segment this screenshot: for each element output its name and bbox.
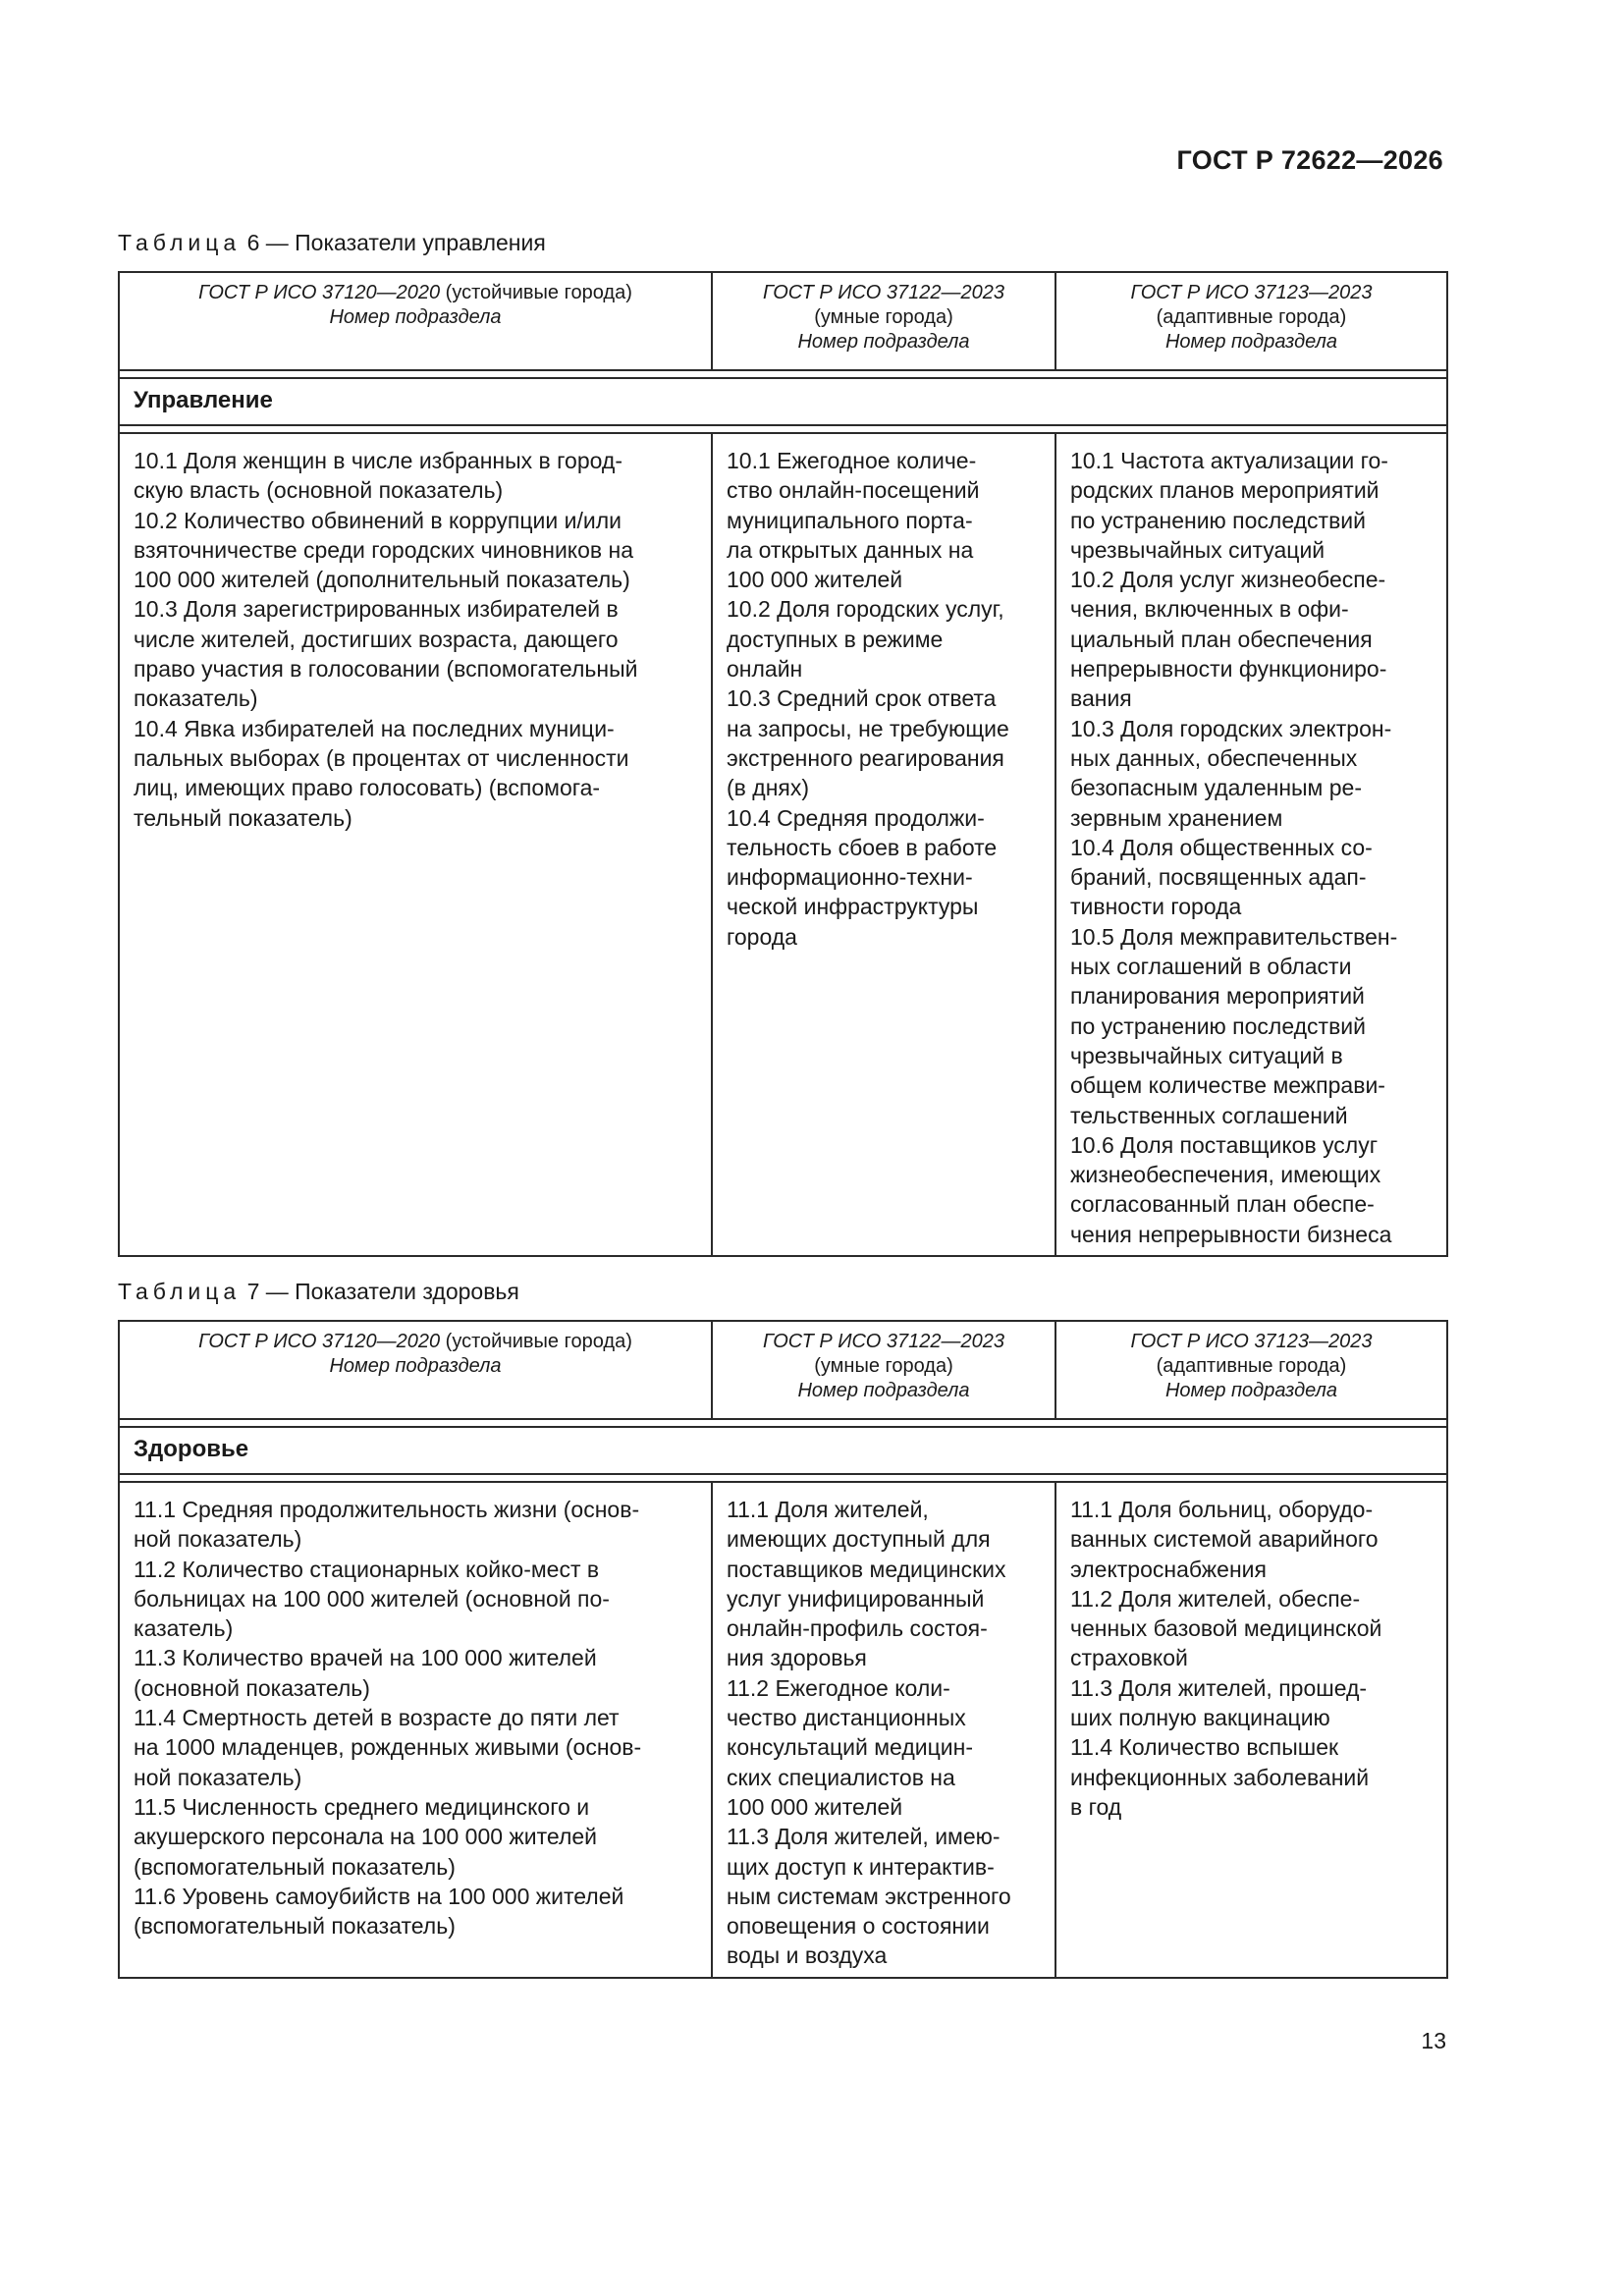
cell-line: 11.2 Доля жителей, обеспе- <box>1070 1585 1361 1612</box>
cell-line: имеющих доступный для <box>727 1526 991 1553</box>
table-caption <box>118 1279 519 1305</box>
table-body-row <box>119 1482 1447 1978</box>
column-note: (устойчивые города) <box>445 1331 632 1352</box>
column-subtitle: Номер подраздела <box>797 331 970 353</box>
cell-line: 10.6 Доля поставщиков услуг <box>1070 1131 1379 1158</box>
cell-line: в год <box>1070 1793 1122 1820</box>
cell-line: чрезвычайных ситуаций в <box>1070 1042 1343 1068</box>
cell-line: планирования мероприятий <box>1070 983 1365 1010</box>
column-header <box>1055 272 1447 370</box>
header-spacer-row <box>119 1419 1447 1427</box>
cell-line: муниципального порта- <box>727 507 973 533</box>
cell-line: на 1000 младенцев, рожденных живыми (основ- <box>134 1734 642 1761</box>
cell-line: 11.3 Доля жителей, прошед- <box>1070 1674 1368 1701</box>
cell-line: 11.3 Количество врачей на 100 000 жителей <box>134 1645 597 1671</box>
cell-line: 11.1 Доля больниц, оборудо- <box>1070 1497 1374 1522</box>
column-subtitle: Номер подраздела <box>1164 1380 1338 1401</box>
cell-line: вания <box>1070 685 1132 712</box>
cell-line: пальных выборах (в процентах от численности <box>134 744 629 771</box>
cell-line: (вспомогательный показатель) <box>134 1853 456 1880</box>
cell-line: 11.4 Количество вспышек <box>1070 1734 1339 1761</box>
cell-line: (основной показатель) <box>134 1674 370 1701</box>
cell-line: города <box>727 923 797 950</box>
table-caption <box>118 230 546 256</box>
cell-line: экстренного реагирования <box>727 744 1004 771</box>
cell-line: больницах на 100 000 жителей (основной по- <box>134 1585 610 1612</box>
cell-line: 100 000 жителей <box>727 1793 903 1820</box>
table-health <box>118 1320 1448 1979</box>
cell-line: ных соглашений в области <box>1070 954 1352 980</box>
cell-line: 10.1 Доля женщин в числе избранных в город- <box>134 448 622 473</box>
cell-line: чество дистанционных <box>727 1705 966 1731</box>
cell-line: показатель) <box>134 685 258 712</box>
cell-line: ной показатель) <box>134 1764 302 1790</box>
section-title: Управление <box>119 378 1447 425</box>
column-header <box>712 1321 1055 1419</box>
cell-line: онлайн-профиль состоя- <box>727 1615 988 1642</box>
cell-line: безопасным удаленным ре- <box>1070 775 1363 801</box>
cell-line: право участия в голосовании (вспомогательный <box>134 656 638 683</box>
table-caption-label: Таблица <box>118 230 242 255</box>
cell-line: 10.1 Ежегодное количе- <box>727 448 977 473</box>
cell-line: казатель) <box>134 1615 234 1642</box>
cell-line: по устранению последствий <box>1070 507 1366 533</box>
table-cell <box>712 433 1055 1256</box>
cell-line: 10.4 Явка избирателей на последних муници- <box>134 715 615 741</box>
cell-line: ванных системой аварийного <box>1070 1526 1379 1553</box>
table-header-row <box>119 272 1447 370</box>
cell-line: 11.2 Количество стационарных койко-мест в <box>134 1556 600 1582</box>
column-standard: ГОСТ Р ИСО 37123—2023 <box>1130 282 1373 303</box>
column-note: (умные города) <box>814 1355 953 1377</box>
section-spacer-row <box>119 1474 1447 1482</box>
cell-line: ство онлайн-посещений <box>727 477 980 504</box>
column-standard: ГОСТ Р ИСО 37123—2023 <box>1130 1331 1373 1352</box>
cell-line: 11.2 Ежегодное коли- <box>727 1674 950 1701</box>
table-cell <box>1055 433 1447 1256</box>
cell-line: ла открытых данных на <box>727 536 974 563</box>
cell-line: страховкой <box>1070 1645 1188 1671</box>
cell-line: браний, посвященных адап- <box>1070 864 1367 891</box>
cell-line: 10.5 Доля межправительствен- <box>1070 923 1398 950</box>
cell-line: ших полную вакцинацию <box>1070 1705 1330 1731</box>
cell-line: щих доступ к интерактив- <box>727 1853 995 1880</box>
cell-line: 10.3 Доля зарегистрированных избирателей в <box>134 596 619 623</box>
cell-line: 10.3 Средний срок ответа <box>727 685 997 712</box>
column-header <box>119 272 712 370</box>
cell-line: ных данных, обеспеченных <box>1070 744 1358 771</box>
cell-line: скую власть (основной показатель) <box>134 477 504 504</box>
table-body-row <box>119 433 1447 1256</box>
cell-line: 10.2 Доля городских услуг, <box>727 596 1004 623</box>
cell-line: тельный показатель) <box>134 804 352 831</box>
cell-line: на запросы, не требующие <box>727 715 1009 741</box>
cell-line: ния здоровья <box>727 1645 867 1671</box>
column-note: (устойчивые города) <box>445 282 632 303</box>
cell-line: 100 000 жителей (дополнительный показатель) <box>134 567 630 593</box>
column-note: (адаптивные города) <box>1156 1355 1347 1377</box>
cell-line: 10.4 Доля общественных со- <box>1070 834 1373 860</box>
cell-line: согласованный план обеспе- <box>1070 1191 1375 1218</box>
cell-line: родских планов мероприятий <box>1070 477 1380 504</box>
cell-line: лиц, имеющих право голосовать) (вспомога- <box>134 775 601 801</box>
cell-line: 11.1 Средняя продолжительность жизни (основ- <box>134 1497 640 1522</box>
cell-line: чения, включенных в офи- <box>1070 596 1349 623</box>
cell-line: зервным хранением <box>1070 804 1283 831</box>
cell-line: доступных в режиме <box>727 626 944 652</box>
cell-line: воды и воздуха <box>727 1942 888 1969</box>
table-cell <box>119 1482 712 1978</box>
cell-line: тельственных соглашений <box>1070 1102 1348 1128</box>
cell-line: 11.6 Уровень самоубийств на 100 000 жителей <box>134 1883 624 1909</box>
page-number: 13 <box>1421 2028 1446 2053</box>
cell-line: онлайн <box>727 656 803 683</box>
cell-line: тивности города <box>1070 894 1242 920</box>
section-row <box>119 378 1447 425</box>
cell-line: общем количестве межправи- <box>1070 1072 1385 1099</box>
cell-line: электроснабжения <box>1070 1556 1267 1582</box>
cell-line: 100 000 жителей <box>727 567 903 593</box>
column-subtitle: Номер подраздела <box>1164 331 1338 353</box>
cell-line: по устранению последствий <box>1070 1012 1366 1039</box>
cell-line: акушерского персонала на 100 000 жителей <box>134 1824 598 1850</box>
table-governance <box>118 271 1448 1257</box>
column-header <box>1055 1321 1447 1419</box>
cell-line: поставщиков медицинских <box>727 1556 1006 1582</box>
cell-line: 10.3 Доля городских электрон- <box>1070 715 1392 741</box>
table-caption-text: 7 — Показатели здоровья <box>246 1279 519 1304</box>
cell-line: ченных базовой медицинской <box>1070 1615 1382 1642</box>
table-caption-label: Таблица <box>118 1279 242 1304</box>
table-caption-text: 6 — Показатели управления <box>246 230 546 255</box>
cell-line: консультаций медицин- <box>727 1734 973 1761</box>
column-subtitle: Номер подраздела <box>797 1380 970 1401</box>
cell-line: ских специалистов на <box>727 1764 955 1790</box>
cell-line: взяточничестве среди городских чиновников на <box>134 536 634 563</box>
table-cell <box>712 1482 1055 1978</box>
cell-line: (в днях) <box>727 775 810 801</box>
cell-line: циальный план обеспечения <box>1070 626 1373 652</box>
cell-line: оповещения о состоянии <box>727 1913 990 1940</box>
column-note: (адаптивные города) <box>1156 306 1347 328</box>
column-note: (умные города) <box>814 306 953 328</box>
header-spacer-row <box>119 370 1447 378</box>
column-standard: ГОСТ Р ИСО 37120—2020 <box>198 1331 441 1352</box>
column-header <box>712 272 1055 370</box>
section-spacer-row <box>119 425 1447 433</box>
cell-line: 11.5 Численность среднего медицинского и <box>134 1793 590 1820</box>
cell-line: услуг унифицированный <box>727 1585 985 1612</box>
column-subtitle: Номер подраздела <box>329 1355 502 1377</box>
cell-line: (вспомогательный показатель) <box>134 1913 456 1940</box>
cell-line: информационно-техни- <box>727 864 973 891</box>
cell-line: 10.2 Количество обвинений в коррупции и/или <box>134 507 622 533</box>
cell-line: ным системам экстренного <box>727 1883 1011 1909</box>
column-standard: ГОСТ Р ИСО 37120—2020 <box>198 282 441 303</box>
cell-line: инфекционных заболеваний <box>1070 1764 1370 1790</box>
cell-line: чрезвычайных ситуаций <box>1070 536 1325 563</box>
cell-line: числе жителей, достигших возраста, дающего <box>134 626 619 652</box>
table-header-row <box>119 1321 1447 1419</box>
cell-line: 10.1 Частота актуализации го- <box>1070 448 1388 473</box>
cell-line: 10.4 Средняя продолжи- <box>727 804 985 831</box>
column-header <box>119 1321 712 1419</box>
cell-line: ческой инфраструктуры <box>727 894 979 920</box>
cell-line: 10.2 Доля услуг жизнеобеспе- <box>1070 567 1386 593</box>
table-cell <box>119 433 712 1256</box>
cell-line: 11.1 Доля жителей, <box>727 1497 929 1522</box>
column-standard: ГОСТ Р ИСО 37122—2023 <box>763 1331 1004 1352</box>
cell-line: жизнеобеспечения, имеющих <box>1070 1162 1381 1188</box>
section-row <box>119 1427 1447 1474</box>
cell-line: 11.3 Доля жителей, имею- <box>727 1824 1001 1850</box>
cell-line: тельность сбоев в работе <box>727 834 998 860</box>
table-cell <box>1055 1482 1447 1978</box>
section-title: Здоровье <box>119 1427 1447 1474</box>
column-standard: ГОСТ Р ИСО 37122—2023 <box>763 282 1004 303</box>
document-standard-id: ГОСТ Р 72622—2026 <box>1176 145 1443 175</box>
cell-line: чения непрерывности бизнеса <box>1070 1221 1392 1247</box>
column-subtitle: Номер подраздела <box>329 306 502 328</box>
cell-line: 11.4 Смертность детей в возрасте до пяти лет <box>134 1705 620 1731</box>
cell-line: ной показатель) <box>134 1526 302 1553</box>
cell-line: непрерывности функциониро- <box>1070 656 1387 683</box>
